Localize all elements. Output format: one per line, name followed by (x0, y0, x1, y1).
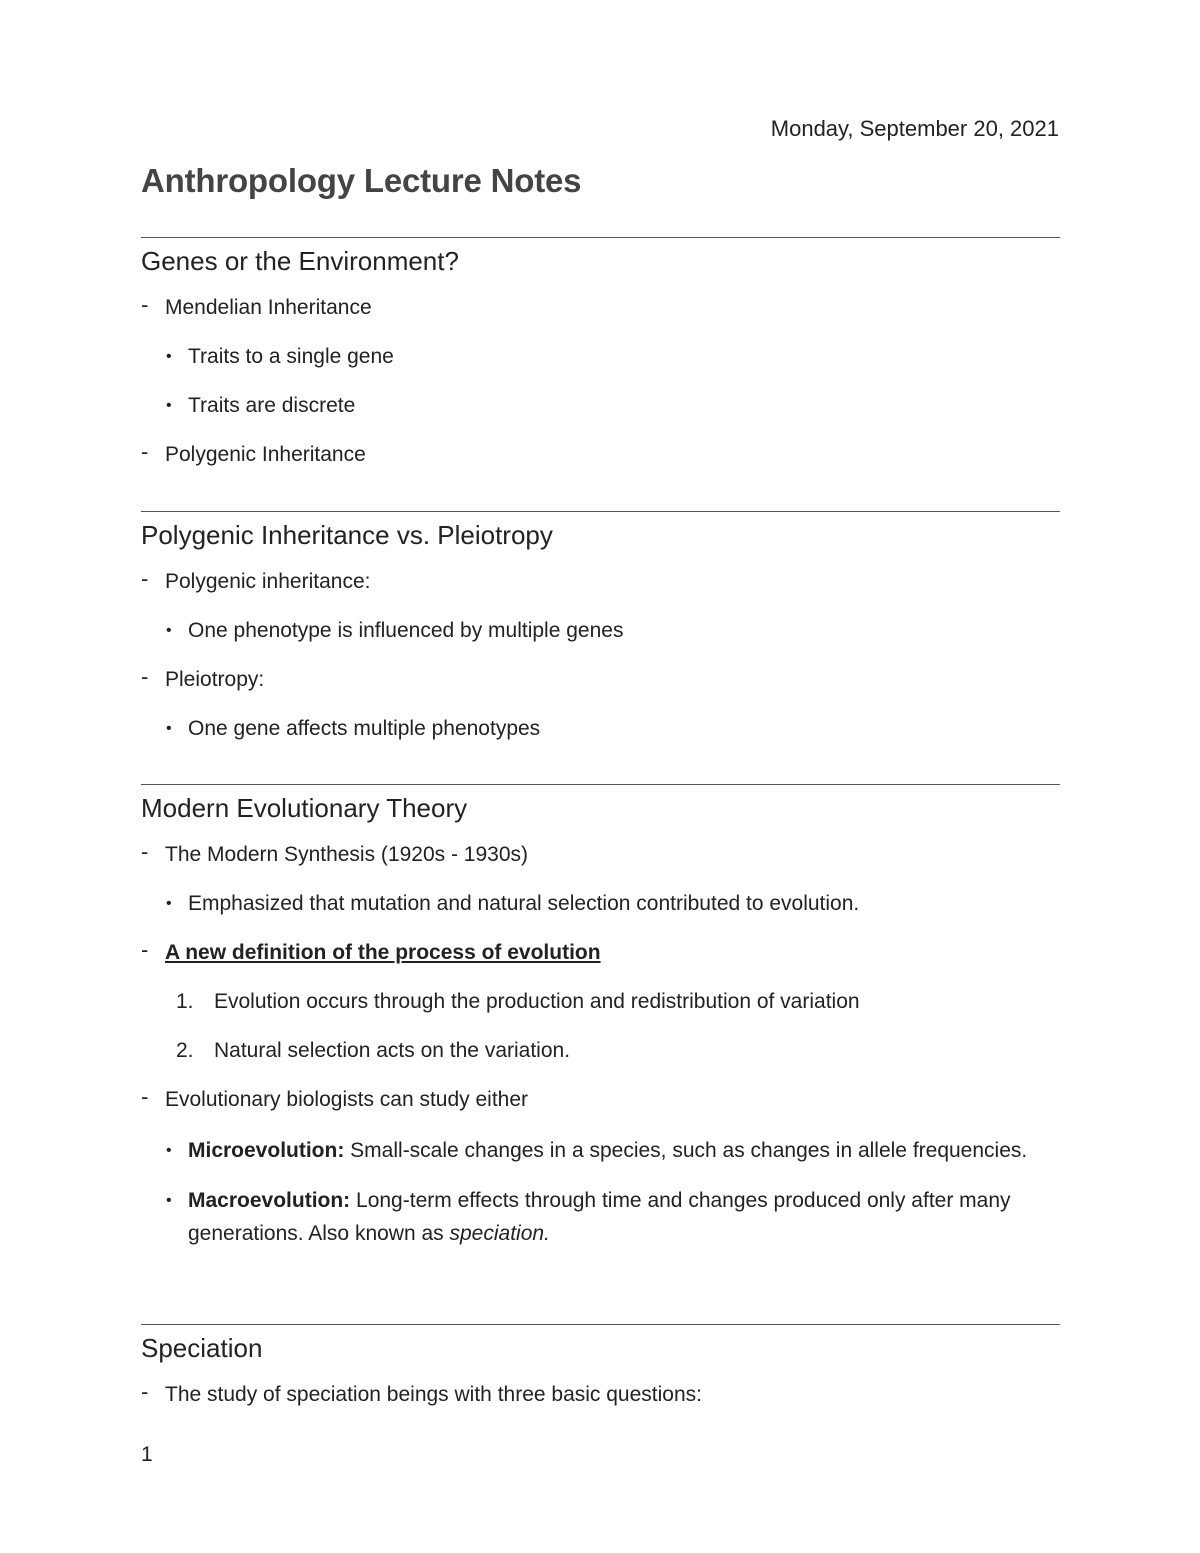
lecture-date: Monday, September 20, 2021 (770, 116, 1059, 141)
dash-marker: - (141, 1084, 149, 1109)
item-text: Mendelian Inheritance (165, 296, 372, 319)
item-text: The study of speciation beings with three basic questions: (165, 1383, 702, 1406)
list-item (141, 616, 1060, 646)
bullet-marker: • (166, 1142, 172, 1159)
item-text: Pleiotropy: (165, 668, 265, 691)
list-item-macroevolution (141, 1184, 1060, 1250)
section-heading: Polygenic Inheritance vs. Pleiotropy (141, 520, 553, 550)
dash-marker: - (141, 566, 149, 591)
bullet-marker: • (166, 1192, 172, 1209)
item-text: One phenotype is influenced by multiple genes (188, 619, 624, 642)
list-item (141, 840, 1060, 870)
list-item (141, 293, 1060, 323)
term-label: Macroevolution: (188, 1189, 351, 1212)
list-item (141, 567, 1060, 597)
section-modern-evolutionary-theory (141, 784, 1060, 1250)
list-item (141, 889, 1060, 919)
item-text: One gene affects multiple phenotypes (188, 717, 541, 740)
section-genes-or-environment (141, 237, 1060, 470)
numbered-item (141, 1036, 1060, 1066)
item-text: Traits to a single gene (188, 345, 394, 368)
list-item (141, 440, 1060, 470)
page-number: 1 (141, 1443, 153, 1466)
term-definition: Long-term effects through time and changes produced only after many generations. Also known as (188, 1189, 1011, 1245)
list-item (141, 938, 1060, 968)
item-text: Traits are discrete (188, 394, 356, 417)
list-item (141, 714, 1060, 744)
number-marker: 2. (176, 1039, 194, 1062)
term-emphasis: speciation. (449, 1222, 550, 1245)
item-text: The Modern Synthesis (1920s - 1930s) (165, 843, 529, 866)
dash-marker: - (141, 937, 149, 962)
term-label: Microevolution: (188, 1139, 345, 1162)
list-item (141, 1085, 1060, 1115)
bullet-marker: • (166, 348, 172, 365)
dash-marker: - (141, 1379, 149, 1404)
item-text: Evolutionary biologists can study either (165, 1088, 529, 1111)
item-text: Emphasized that mutation and natural selection contributed to evolution. (188, 892, 860, 915)
section-heading: Modern Evolutionary Theory (141, 793, 468, 823)
list-item-microevolution (141, 1134, 1060, 1167)
list-item (141, 391, 1060, 421)
page-title: Anthropology Lecture Notes (141, 162, 582, 199)
bullet-marker: • (166, 720, 172, 737)
bullet-marker: • (166, 622, 172, 639)
section-polygenic-vs-pleiotropy (141, 511, 1060, 744)
dash-marker: - (141, 664, 149, 689)
item-text: Polygenic inheritance: (165, 570, 371, 593)
section-heading: Genes or the Environment? (141, 246, 459, 276)
item-text: Evolution occurs through the production and redistribution of variation (214, 990, 860, 1013)
term-definition: Small-scale changes in a species, such as changes in allele frequencies. (344, 1139, 1028, 1162)
bullet-marker: • (166, 397, 172, 414)
list-item (141, 342, 1060, 372)
dash-marker: - (141, 292, 149, 317)
list-item (141, 665, 1060, 695)
bullet-marker: • (166, 895, 172, 912)
list-item (141, 1380, 1060, 1410)
dash-marker: - (141, 439, 149, 464)
item-text: Polygenic Inheritance (165, 443, 366, 466)
section-speciation (141, 1324, 1060, 1410)
section-heading: Speciation (141, 1333, 263, 1363)
number-marker: 1. (176, 990, 194, 1013)
item-text-underlined: A new definition of the process of evolution (165, 941, 601, 964)
dash-marker: - (141, 839, 149, 864)
numbered-item (141, 987, 1060, 1017)
item-text: Natural selection acts on the variation. (214, 1039, 571, 1062)
